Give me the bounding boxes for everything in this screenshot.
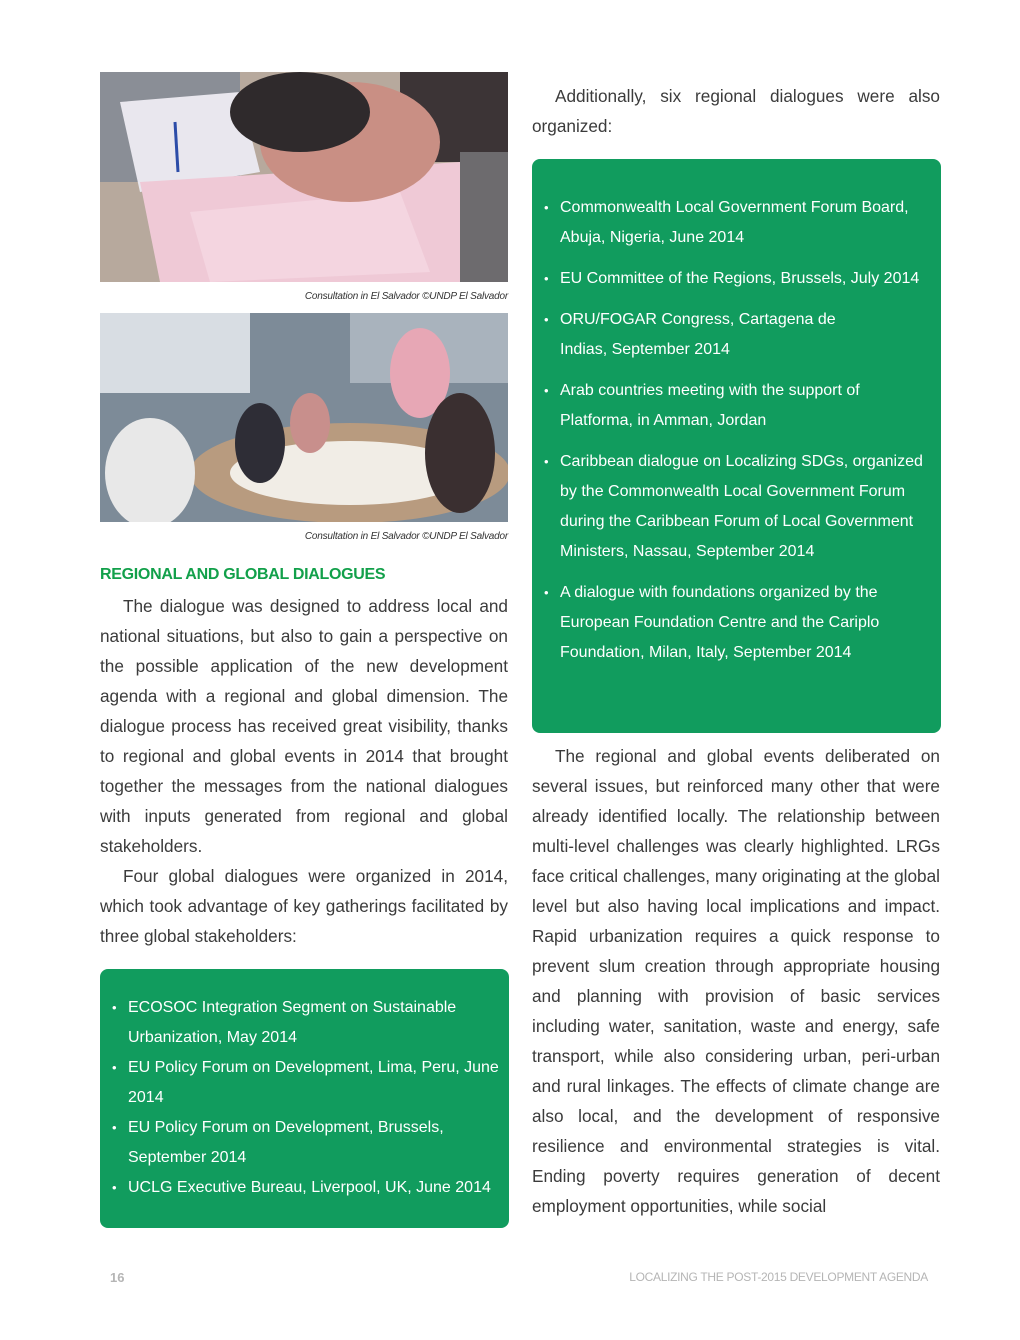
paragraph-regional-global: The dialogue was designed to address local and national situations, but also to gain a perspective on the possible application of the new development agenda with a regional and global dimension. The dialogue process has received great visibility, thanks to regional and global events in 2014 that brought together the messages from the national dialogues with inputs generated from regional and global stakeholders. (100, 596, 508, 856)
consultation-photo-2 (100, 313, 508, 522)
list-item: • Caribbean dialogue on Localizing SDGs, organized by the Commonwealth Local Government Forum during the Caribbean Forum of Local Government Ministers, Nassau, September 2014 (532, 447, 933, 567)
list-item: • Arab countries meeting with the support of Platforma, in Amman, Jordan (532, 376, 933, 436)
consultation-photo-1 (100, 72, 508, 282)
paragraph-regional-intro: Additionally, six regional dialogues were also organized: (532, 86, 940, 136)
list-item: • A dialogue with foundations organized by the European Foundation Centre and the Cariplo Foundation, Milan, Italy, September 2014 (532, 578, 933, 668)
photo-caption-2: Consultation in El Salvador ©UNDP El Salvador (304, 531, 508, 542)
regional-dialogues-box (532, 159, 941, 733)
list-item: • UCLG Executive Bureau, Liverpool, UK, June 2014 (100, 1173, 509, 1203)
list-item: • ECOSOC Integration Segment on Sustainable Urbanization, May 2014 (100, 993, 509, 1053)
global-dialogues-box (100, 969, 509, 1228)
list-item: • EU Policy Forum on Development, Lima, Peru, June 2014 (100, 1053, 509, 1113)
section-heading: REGIONAL AND GLOBAL DIALOGUES (100, 566, 386, 583)
regional-dialogues-list (532, 159, 941, 668)
list-item: • EU Policy Forum on Development, Brussels, September 2014 (100, 1113, 509, 1173)
paragraph-events-deliberated: The regional and global events deliberated on several issues, but reinforced many other that were already identified locally. The relationship between multi-level challenges was clearly highlighted. LRGs face critical challenges, many originating at the global level but also having local implications and impact. Rapid urbanization requires a quick response to prevent slum creation through appropriate housing and planning with provision of basic services including water, sanitation, waste and energy, safe transport, while also considering urban, peri-urban and rural linkages. The effects of climate change are also local, and the development of responsive resilience and environmental strategies is vital. Ending poverty requires generation of decent employment opportunities, while social (532, 746, 940, 1216)
global-dialogues-list (100, 969, 509, 1203)
list-item: • ORU/FOGAR Congress, Cartagena de Indias, September 2014 (532, 305, 933, 365)
photo-caption-1: Consultation in El Salvador ©UNDP El Salvador (304, 291, 508, 302)
list-item: • EU Committee of the Regions, Brussels, July 2014 (532, 264, 933, 294)
list-item: • Commonwealth Local Government Forum Board, Abuja, Nigeria, June 2014 (532, 193, 933, 253)
running-footer-title: LOCALIZING THE POST-2015 DEVELOPMENT AGENDA (629, 1270, 928, 1284)
page-number: 16 (110, 1270, 125, 1285)
paragraph-four-global-dialogues: Four global dialogues were organized in 2014, which took advantage of key gatherings facilitated by three global stakeholders: (100, 866, 508, 946)
